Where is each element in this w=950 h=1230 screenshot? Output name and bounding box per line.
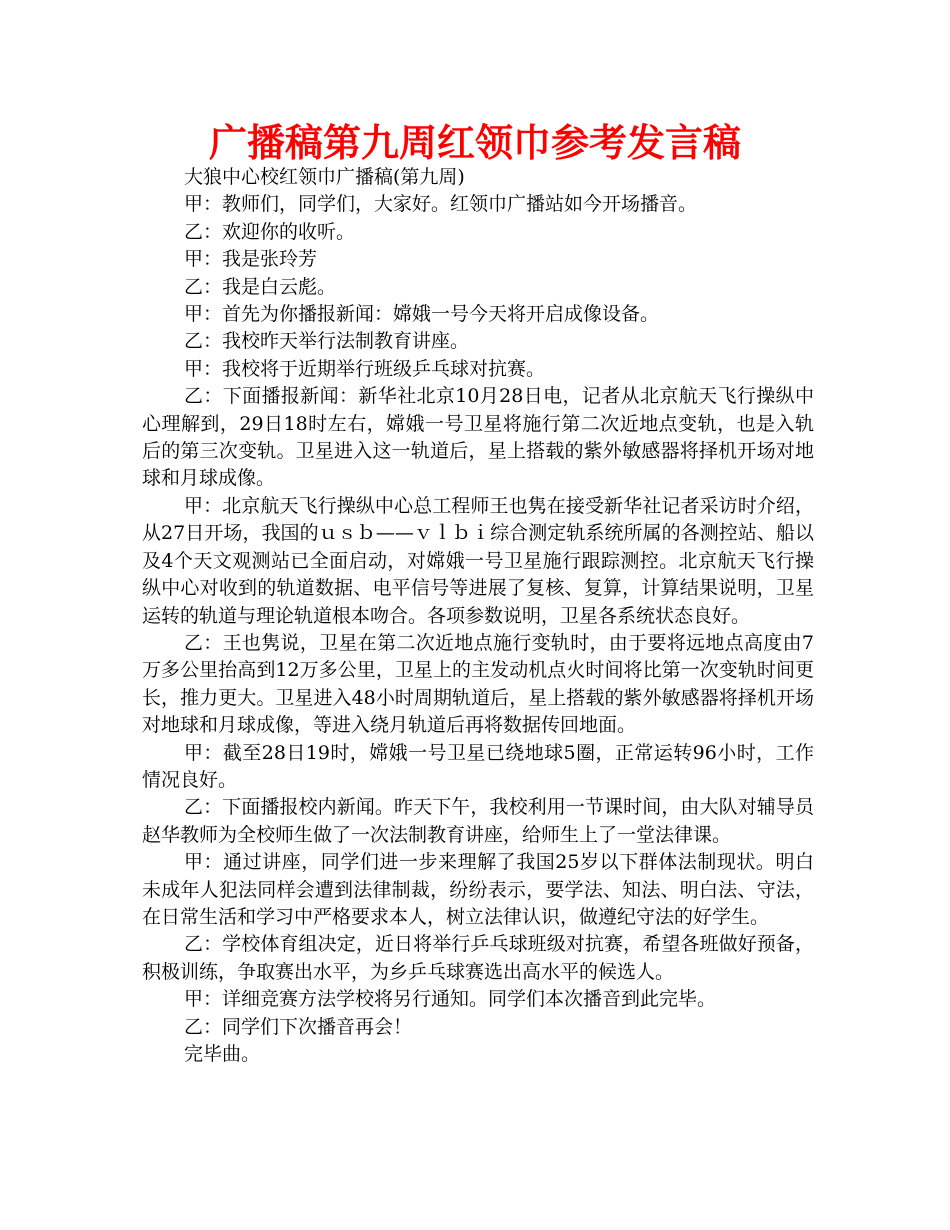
paragraph-headline-2: 乙：我校昨天举行法制教育讲座。 [184,330,470,353]
paragraph-headline-1: 甲：首先为你播报新闻：嫦娥一号今天将开启成像设备。 [184,303,660,326]
document-body [142,164,814,1068]
paragraph-greeting: 甲：教师们，同学们，大家好。红领巾广播站如今开场播音。 [184,193,698,216]
paragraph-campus-news-2: 甲：通过讲座，同学们进一步来理解了我国25岁以下群体法制现状。明白未成年人犯法同样会遭到法律制裁，纷纷表示，要学法、知法、明白法、守法，在日常生活和学习中严格要求本人，树立法律认识，做遵纪守法的好学生。 [142,851,814,928]
paragraph-ending-music: 完毕曲。 [184,1043,261,1065]
document-title: 广播稿第九周红领巾参考发言稿 [208,121,741,165]
paragraph-news-3: 乙：王也隽说，卫星在第二次近地点施行变轨时，由于要将远地点高度由7万多公里抬高到12万多公里，卫星上的主发动机点火时间将比第一次变轨时间更长，推力更大。卫星进入48小时周期轨道后，星上搭载的紫外敏感器将择机开场对地球和月球成像，等进入绕月轨道后再将数据传回地面。 [142,631,814,737]
paragraph-news-4: 甲：截至28日19时，嫦娥一号卫星已绕地球5圈，正常运转96小时，工作情况良好。 [142,741,814,791]
paragraph-headline-3: 甲：我校将于近期举行班级乒乓球对抗赛。 [184,357,546,380]
paragraph-school-heading: 大狼中心校红领巾广播稿(第九周) [184,166,465,188]
paragraph-closing-1: 甲：详细竞赛方法学校将另行通知。同学们本次播音到此完毕。 [184,988,717,1011]
paragraph-campus-news-3: 乙：学校体育组决定，近日将举行乒乓球班级对抗赛，希望各班做好预备，积极训练，争取赛出水平，为乡乒乓球赛选出高水平的候选人。 [142,933,814,983]
paragraph-welcome: 乙：欢迎你的收听。 [184,220,356,243]
paragraph-news-2: 甲：北京航天飞行操纵中心总工程师王也隽在接受新华社记者采访时介绍，从27日开场，我国的ｕｓｂ——ｖｌｂｉ综合测定轨系统所属的各测控站、船以及4个天文观测站已全面启动，对嫦娥一号卫星施行跟踪测控。北京航天飞行操纵中心对收到的轨道数据、电平信号等进展了复核、复算，计算结果说明，卫星运转的轨道与理论轨道根本吻合。各项参数说明，卫星各系统状态良好。 [142,494,814,627]
paragraph-closing-2: 乙：同学们下次播音再会！ [184,1015,413,1038]
paragraph-campus-news-1: 乙：下面播报校内新闻。昨天下午，我校利用一节课时间，由大队对辅导员赵华教师为全校师生做了一次法制教育讲座，给师生上了一堂法律课。 [142,796,814,846]
paragraph-host-a-intro: 甲：我是张玲芳 [184,248,318,271]
paragraph-news-1: 乙：下面播报新闻：新华社北京10月28日电，记者从北京航天飞行操纵中心理解到，29日18时左右，嫦娥一号卫星将施行第二次近地点变轨，也是入轨后的第三次变轨。卫星进入这一轨道后，星上搭载的紫外敏感器将择机开场对地球和月球成像。 [142,385,814,490]
paragraph-host-b-intro: 乙：我是白云彪。 [184,275,337,298]
